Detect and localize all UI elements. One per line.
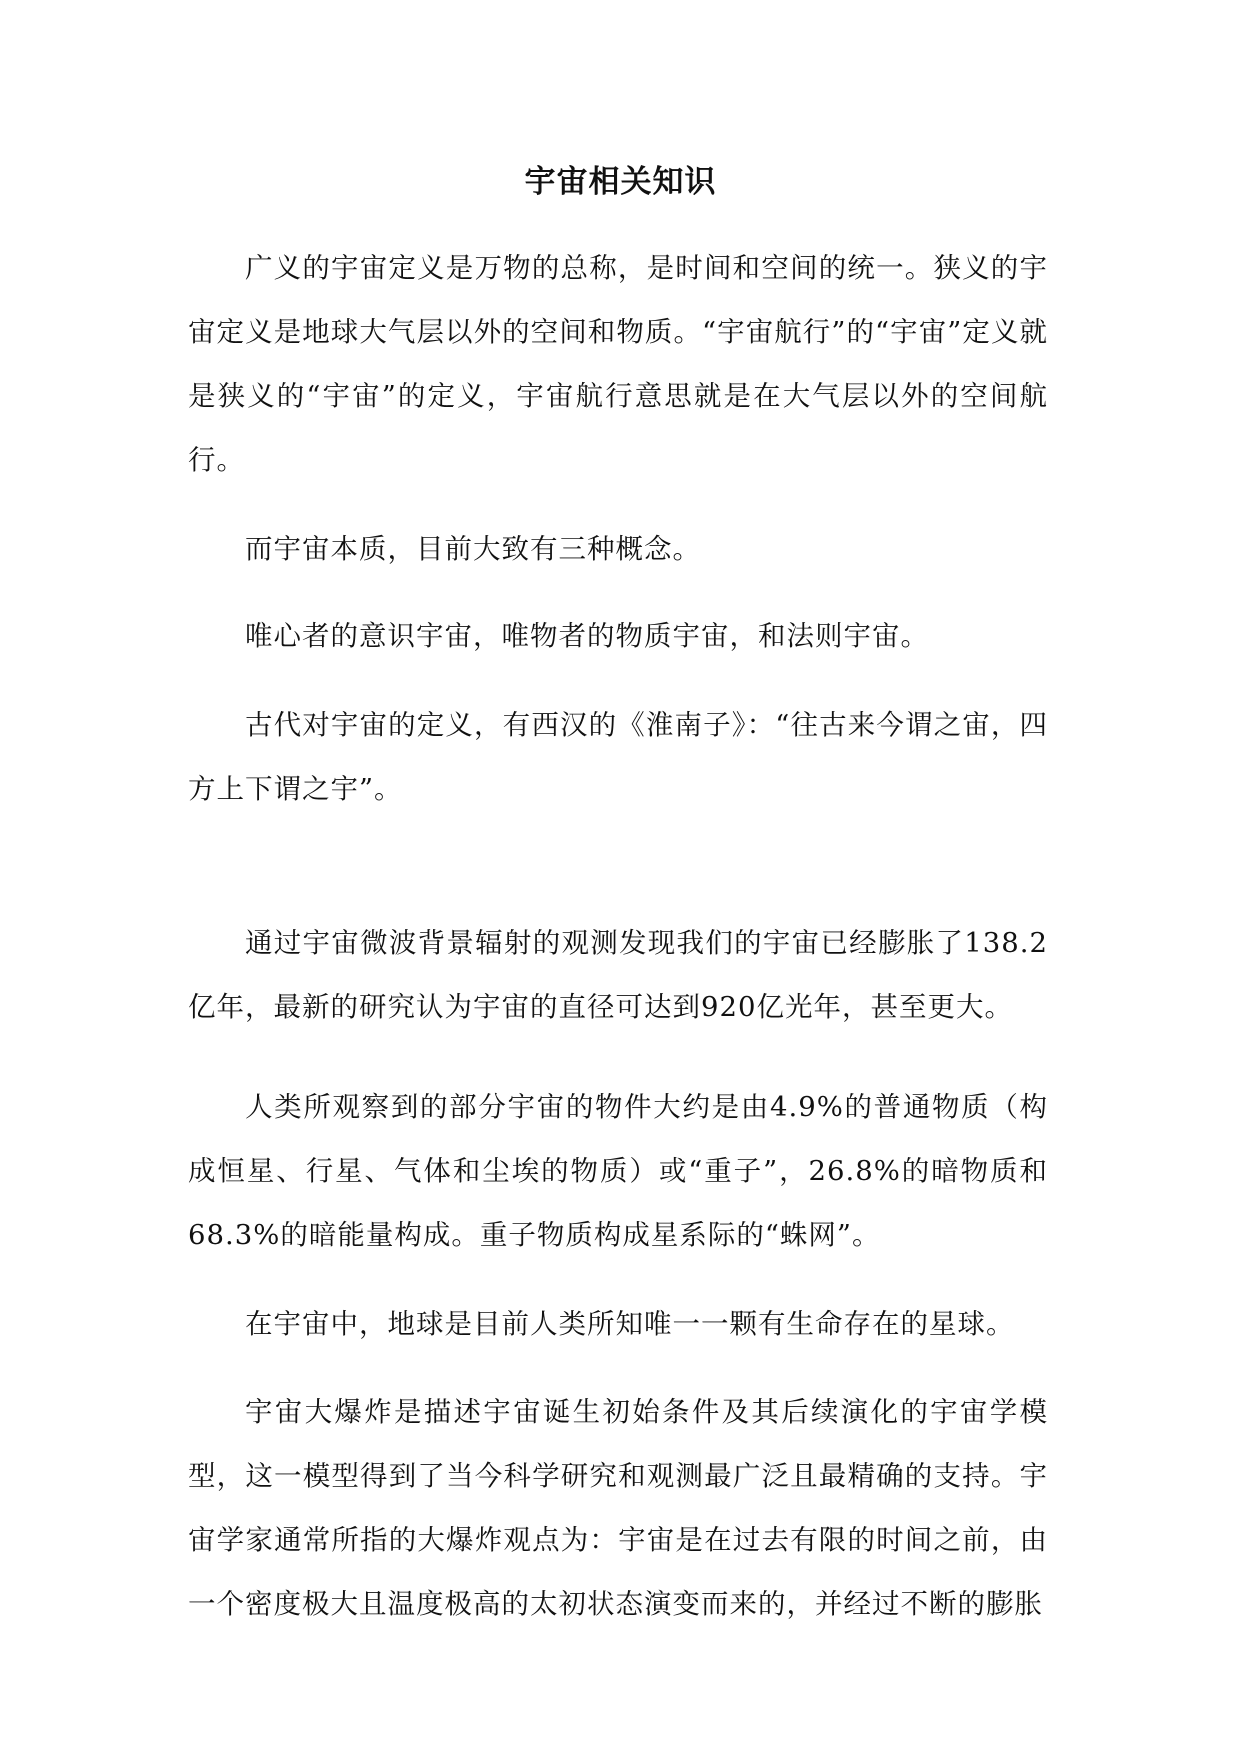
paragraph-big-bang: 宇宙大爆炸是描述宇宙诞生初始条件及其后续演化的宇宙学模型，这一模型得到了当今科学研究和观测最广泛且最精确的支持。宇宙学家通常所指的大爆炸观点为：宇宙是在过去有限的时间之前，由一个密度极大且温度极高的太初状态演变而来的，并经过不断的膨胀 xyxy=(188,1396,1048,1620)
paragraph-matter-composition: 人类所观察到的部分宇宙的物件大约是由4.9%的普通物质（构成恒星、行星、气体和尘埃的物质）或“重子”，26.8%的暗物质和68.3%的暗能量构成。重子物质构成星系际的“蛛网”。 xyxy=(188,1091,1048,1251)
paragraph-three-concepts: 唯心者的意识宇宙，唯物者的物质宇宙，和法则宇宙。 xyxy=(245,620,929,652)
paragraph-earth-life: 在宇宙中，地球是目前人类所知唯一一颗有生命存在的星球。 xyxy=(245,1308,1015,1340)
paragraph-ancient-definition: 古代对宇宙的定义，有西汉的《淮南子》：“往古来今谓之宙，四方上下谓之宇”。 xyxy=(188,709,1048,805)
document-title: 宇宙相关知识 xyxy=(524,164,717,200)
paragraph-universe-definition: 广义的宇宙定义是万物的总称，是时间和空间的统一。狭义的宇宙定义是地球大气层以外的空间和物质。“宇宙航行”的“宇宙”定义就是狭义的“宇宙”的定义，宇宙航行意思就是在大气层以外的空间航行。 xyxy=(188,252,1048,476)
paragraph-universe-essence: 而宇宙本质，目前大致有三种概念。 xyxy=(245,533,701,565)
paragraph-cmb-expansion: 通过宇宙微波背景辐射的观测发现我们的宇宙已经膨胀了138.2亿年，最新的研究认为宇宙的直径可达到920亿光年，甚至更大。 xyxy=(188,927,1048,1023)
